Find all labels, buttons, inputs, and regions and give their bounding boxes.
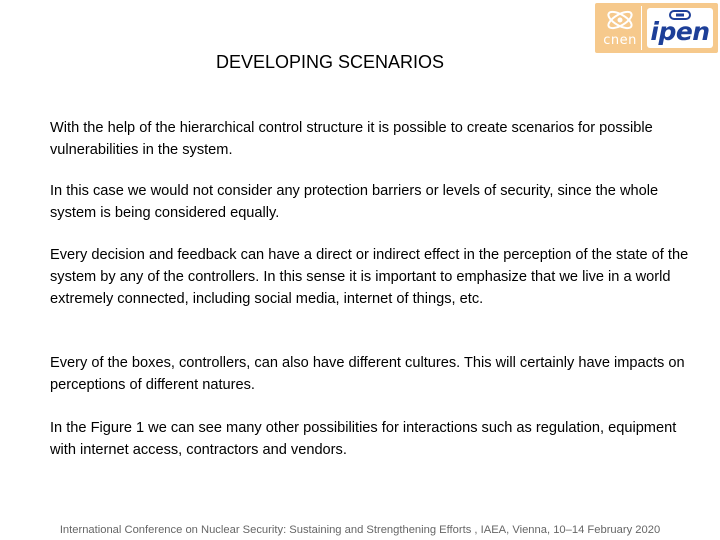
paragraph-cultures: Every of the boxes, controllers, can also have different cultures. This will certainly have impacts on perceptions of different natures.: [50, 355, 685, 393]
cnen-logo: [599, 6, 642, 50]
paragraph-decision-feedback: Every decision and feedback can have a direct or indirect effect in the perception of the state of the system by any of the controllers. In this sense it is important to emphasize that we live in a world extremely connected, including social media, internet of things, etc.: [50, 247, 689, 307]
ipen-logo: [647, 8, 713, 48]
ipen-logo-text: ipen: [650, 17, 710, 46]
atom-emblem-icon: [599, 6, 641, 36]
conference-footer: International Conference on Nuclear Security: Sustaining and Strengthening Efforts , IAEA, Vienna, 10–14 February 2020: [59, 524, 661, 536]
cnen-ipen-logo: [595, 3, 718, 53]
paragraph-hierarchical-control: With the help of the hierarchical control structure it is possible to create scenarios for possible vulnerabilities in the system.: [50, 120, 653, 158]
paragraph-protection-barriers: In this case we would not consider any protection barriers or levels of security, since the whole system is being considered equally.: [50, 183, 659, 221]
paragraph-figure-interactions: In the Figure 1 we can see many other possibilities for interactions such as regulation, equipment with internet access, contractors and vendors.: [50, 420, 677, 458]
slide-title: DEVELOPING SCENARIOS: [216, 52, 445, 72]
cnen-logo-text: cnen: [603, 33, 637, 48]
